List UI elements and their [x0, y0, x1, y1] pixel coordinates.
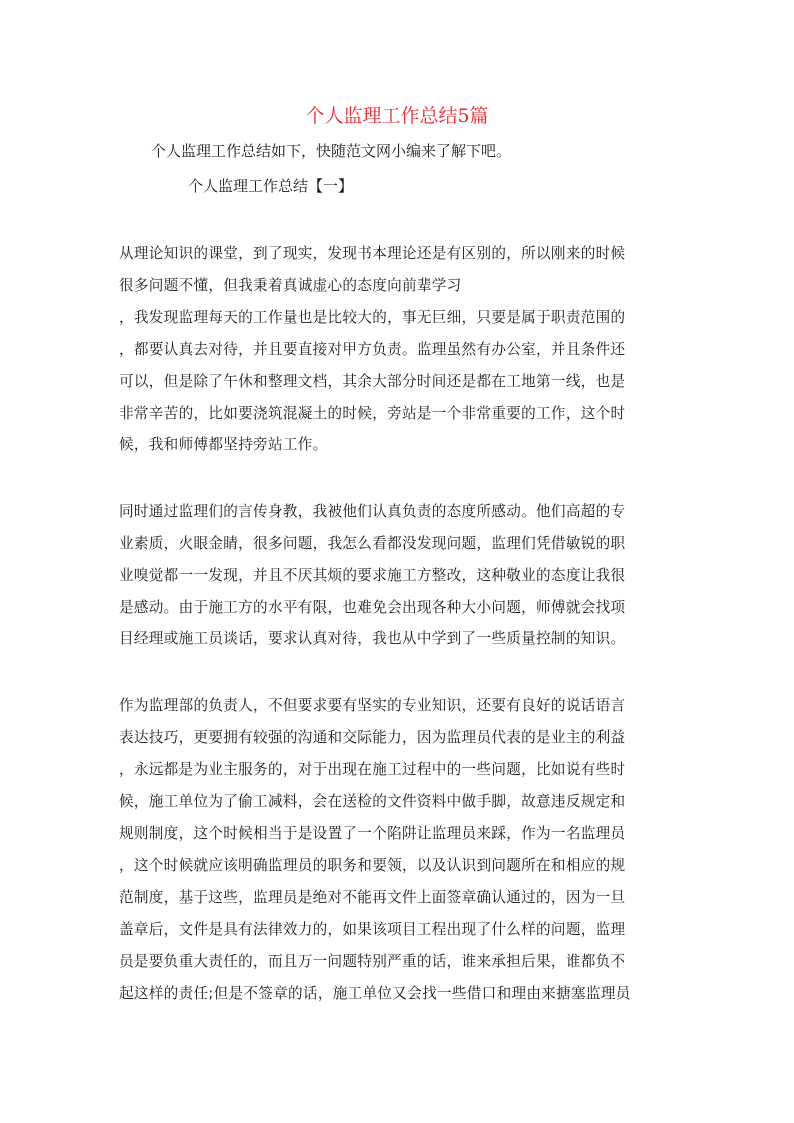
paragraph-line: ，永远都是为业主服务的，对于出现在施工过程中的一些问题，比如说有些时: [119, 761, 626, 778]
paragraph-line: 是感动。由于施工方的水平有限，也难免会出现各种大小问题，师傅就会找项: [119, 599, 626, 616]
paragraph-line: 候，施工单位为了偷工减料，会在送检的文件资料中做手脚，故意违反规定和: [119, 793, 626, 810]
paragraph-line: 业素质，火眼金睛，很多问题，我怎么看都没发现问题，监理们凭借敏锐的职: [119, 535, 626, 552]
paragraph-line: 可以，但是除了午休和整理文档，其余大部分时间还是都在工地第一线，也是: [119, 373, 626, 390]
intro-text: 个人监理工作总结如下，快随范文网小编来了解下吧。: [151, 142, 512, 160]
paragraph-line: 范制度，基于这些，监理员是绝对不能再文件上面签章确认通过的，因为一旦: [119, 889, 626, 906]
document-title: 个人监理工作总结5篇: [305, 105, 489, 127]
paragraph-line: 目经理或施工员谈话，要求认真对待，我也从中学到了一些质量控制的知识。: [119, 630, 626, 647]
paragraph-line: 非常辛苦的，比如要浇筑混凝土的时候，旁站是一个非常重要的工作，这个时: [119, 405, 626, 422]
paragraph-line: 表达技巧，更要拥有较强的沟通和交际能力，因为监理员代表的是业主的利益: [119, 729, 626, 746]
paragraph-line: ，都要认真去对待，并且要直接对甲方负责。监理虽然有办公室，并且条件还: [119, 341, 626, 358]
paragraph-line: 业嗅觉都一一发现，并且不厌其烦的要求施工方整改，这种敬业的态度让我很: [119, 567, 626, 584]
paragraph-line: 起这样的责任;但是不签章的话，施工单位又会找一些借口和理由来搪塞监理员: [119, 985, 631, 1002]
paragraph-line: 作为监理部的负责人，不但要求要有坚实的专业知识，还要有良好的说话语言: [119, 697, 626, 714]
paragraph-line: ，这个时候就应该明确监理员的职务和要领，以及认识到问题所在和相应的规: [119, 857, 626, 874]
paragraph-line: 规则制度，这个时候相当于是设置了一个陷阱让监理员来踩，作为一名监理员: [119, 825, 626, 842]
paragraph-line: 候，我和师傅都坚持旁站工作。: [119, 436, 328, 453]
paragraph-line: 盖章后，文件是具有法律效力的，如果该项目工程出现了什么样的问题，监理: [119, 921, 626, 938]
paragraph-line: 从理论知识的课堂，到了现实，发现书本理论还是有区别的，所以刚来的时候: [119, 245, 626, 262]
paragraph-line: 同时通过监理们的言传身教，我被他们认真负责的态度所感动。他们高超的专: [119, 503, 626, 520]
section-heading: 个人监理工作总结【一】: [188, 177, 354, 195]
paragraph-line: ，我发现监理每天的工作量也是比较大的，事无巨细，只要是属于职责范围的: [119, 309, 626, 326]
paragraph-line: 很多问题不懂，但我秉着真诚虚心的态度向前辈学习: [119, 277, 462, 294]
paragraph-line: 员是要负重大责任的，而且万一问题特别严重的话，谁来承担后果，谁都负不: [119, 953, 626, 970]
